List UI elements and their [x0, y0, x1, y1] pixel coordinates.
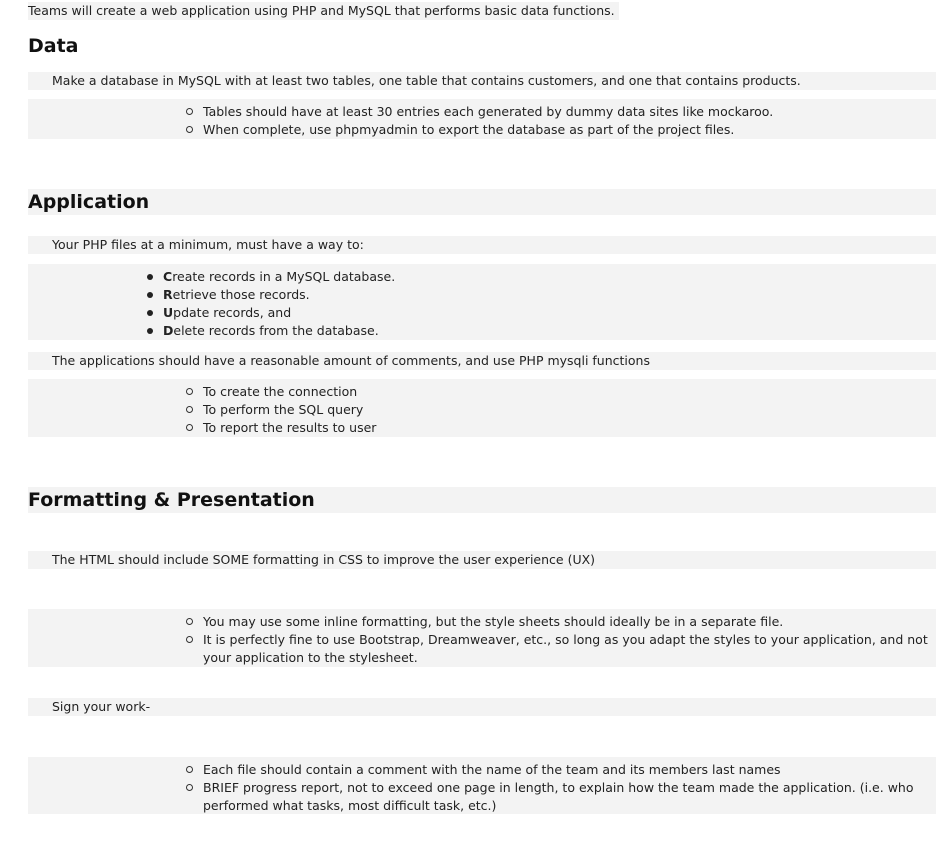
- list-item: To report the results to user: [28, 419, 936, 437]
- disc-bullet-icon: [147, 310, 153, 316]
- list-item: BRIEF progress report, not to exceed one page in length, to explain how the team made the application. (i.e. who performed what tasks, most difficult task, etc.): [28, 779, 936, 815]
- circle-bullet-icon: [186, 618, 193, 625]
- list-item: Delete records from the database.: [28, 322, 936, 340]
- disc-bullet-icon: [147, 292, 153, 298]
- data-paragraph: Make a database in MySQL with at least two tables, one table that contains customers, and one that contains products.: [28, 72, 936, 90]
- sign-work-list: [28, 757, 936, 814]
- circle-bullet-icon: [186, 766, 193, 773]
- list-item: Each file should contain a comment with the name of the team and its members last names: [28, 761, 936, 779]
- list-item: You may use some inline formatting, but the style sheets should ideally be in a separate file.: [28, 613, 936, 631]
- disc-bullet-icon: [147, 274, 153, 280]
- section-heading-data: Data: [28, 35, 79, 57]
- list-item: To perform the SQL query: [28, 401, 936, 419]
- section-heading-application: Application: [28, 189, 936, 215]
- circle-bullet-icon: [186, 126, 193, 133]
- formatting-paragraph: The HTML should include SOME formatting in CSS to improve the user experience (UX): [28, 551, 936, 569]
- list-item: When complete, use phpmyadmin to export the database as part of the project files.: [28, 121, 936, 139]
- list-item: It is perfectly fine to use Bootstrap, Dreamweaver, etc., so long as you adapt the styles to your application, and not your application to the stylesheet.: [28, 631, 936, 667]
- sign-work-paragraph: Sign your work-: [28, 698, 936, 716]
- data-list: [28, 99, 936, 139]
- list-item: To create the connection: [28, 383, 936, 401]
- application-paragraph: Your PHP files at a minimum, must have a way to:: [28, 236, 936, 254]
- disc-bullet-icon: [147, 328, 153, 334]
- circle-bullet-icon: [186, 108, 193, 115]
- list-item: Create records in a MySQL database.: [28, 268, 936, 286]
- circle-bullet-icon: [186, 636, 193, 643]
- application-paragraph-2: The applications should have a reasonable amount of comments, and use PHP mysqli functions: [28, 352, 936, 370]
- intro-text: Teams will create a web application using PHP and MySQL that performs basic data functions.: [28, 2, 619, 20]
- circle-bullet-icon: [186, 784, 193, 791]
- list-item: Update records, and: [28, 304, 936, 322]
- crud-list: [28, 264, 936, 340]
- list-item: Retrieve those records.: [28, 286, 936, 304]
- formatting-list: [28, 609, 936, 667]
- circle-bullet-icon: [186, 388, 193, 395]
- circle-bullet-icon: [186, 406, 193, 413]
- section-heading-formatting: Formatting & Presentation: [28, 487, 936, 513]
- mysqli-list: [28, 379, 936, 437]
- list-item: Tables should have at least 30 entries each generated by dummy data sites like mockaroo.: [28, 103, 936, 121]
- circle-bullet-icon: [186, 424, 193, 431]
